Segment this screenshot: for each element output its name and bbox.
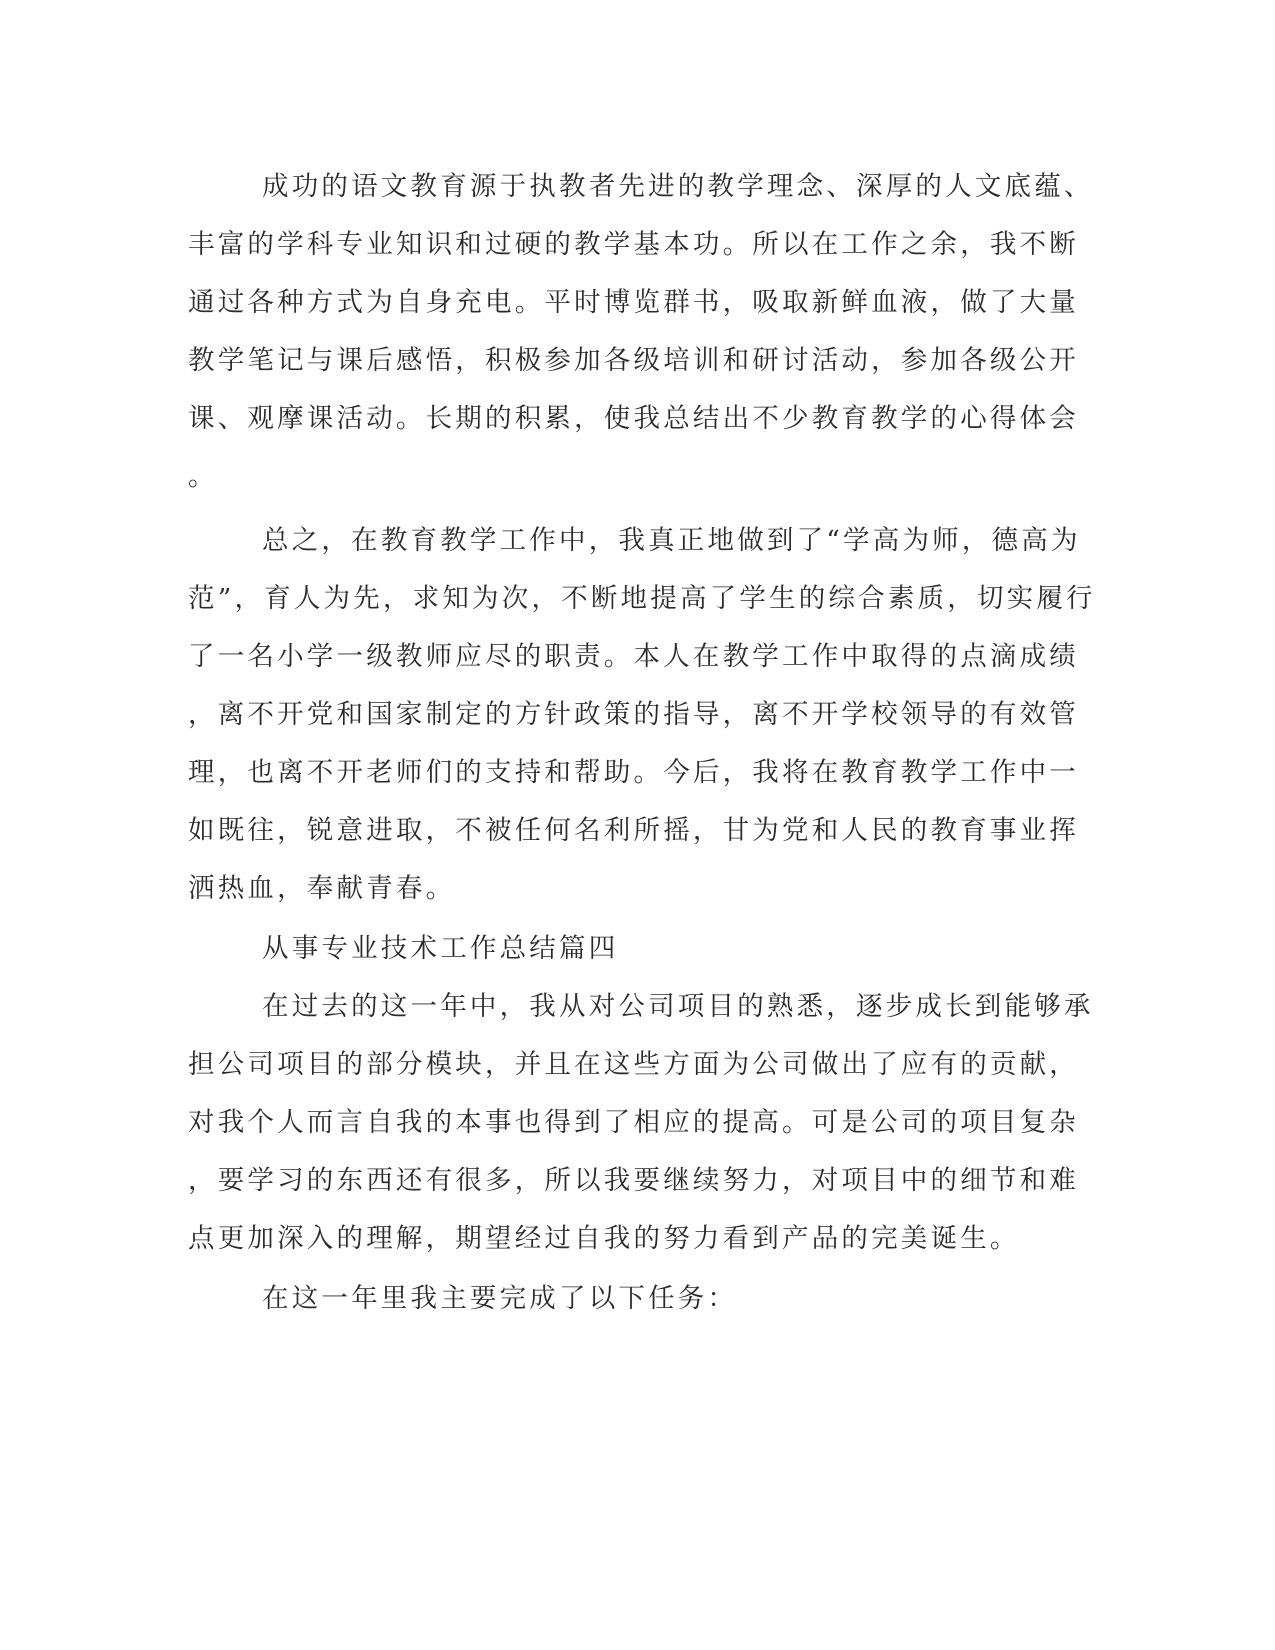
paragraph-2-line-5: 理，也离不开老师们的支持和帮助。今后，我将在教育教学工作中一 bbox=[188, 757, 1079, 788]
paragraph-2-line-2: 范”，育人为先，求知为次，不断地提高了学生的综合素质，切实履行 bbox=[188, 583, 1096, 614]
paragraph-4-line-1: 在这一年里我主要完成了以下任务： bbox=[262, 1283, 738, 1314]
paragraph-1-line-4: 教学笔记与课后感悟，积极参加各级培训和研讨活动，参加各级公开 bbox=[188, 345, 1079, 376]
paragraph-3-line-3: 对我个人而言自我的本事也得到了相应的提高。可是公司的项目复杂 bbox=[188, 1107, 1079, 1138]
paragraph-3-line-2: 担公司项目的部分模块，并且在这些方面为公司做出了应有的贡献， bbox=[188, 1049, 1079, 1080]
section-heading: 从事专业技术工作总结篇四 bbox=[262, 933, 619, 964]
paragraph-3-line-5: 点更加深入的理解，期望经过自我的努力看到产品的完美诞生。 bbox=[188, 1223, 1020, 1254]
paragraph-2-line-4: ，离不开党和国家制定的方针政策的指导，离不开学校领导的有效管 bbox=[188, 699, 1079, 730]
paragraph-1-line-6: 。 bbox=[188, 461, 218, 492]
paragraph-1-line-5: 课、观摩课活动。长期的积累，使我总结出不少教育教学的心得体会 bbox=[188, 403, 1079, 434]
paragraph-2-line-7: 洒热血，奉献青春。 bbox=[188, 873, 456, 904]
paragraph-1-line-1: 成功的语文教育源于执教者先进的教学理念、深厚的人文底蕴、 bbox=[262, 171, 1094, 202]
paragraph-2-line-1: 总之，在教育教学工作中，我真正地做到了“学高为师，德高为 bbox=[262, 525, 1081, 556]
paragraph-2-line-3: 了一名小学一级教师应尽的职责。本人在教学工作中取得的点滴成绩 bbox=[188, 641, 1079, 672]
paragraph-1-line-3: 通过各种方式为自身充电。平时博览群书，吸取新鲜血液，做了大量 bbox=[188, 287, 1079, 318]
paragraph-3-line-1: 在过去的这一年中，我从对公司项目的熟悉，逐步成长到能够承 bbox=[262, 991, 1094, 1022]
paragraph-1-line-2: 丰富的学科专业知识和过硬的教学基本功。所以在工作之余，我不断 bbox=[188, 229, 1079, 260]
paragraph-3-line-4: ，要学习的东西还有很多，所以我要继续努力，对项目中的细节和难 bbox=[188, 1165, 1079, 1196]
paragraph-2-line-6: 如既往，锐意进取，不被任何名利所摇，甘为党和人民的教育事业挥 bbox=[188, 815, 1079, 846]
